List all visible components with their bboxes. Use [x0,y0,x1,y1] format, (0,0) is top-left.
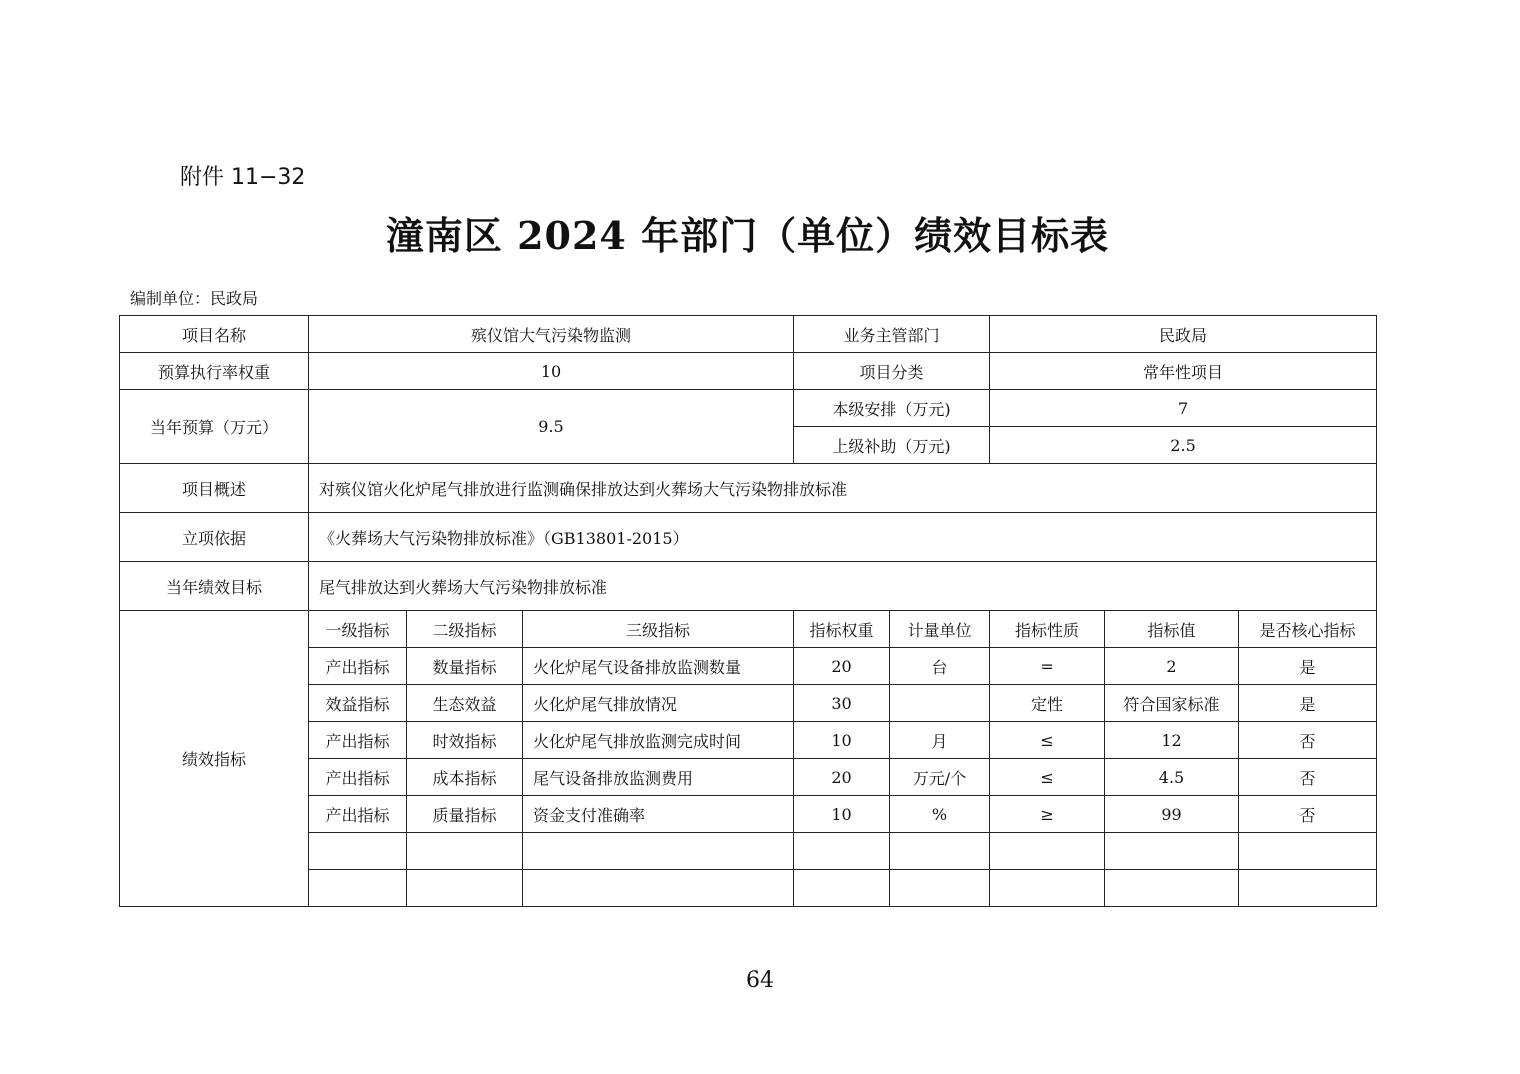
level2-cell: 数量指标 [407,648,523,685]
table-row [120,796,1377,833]
unit-cell: 台 [890,648,990,685]
level3-cell: 尾气设备排放监测费用 [523,759,794,796]
budget-value: 9.5 [309,390,794,464]
weight-cell: 20 [794,648,890,685]
dept-value: 民政局 [990,316,1377,353]
level2-cell: 质量指标 [407,796,523,833]
table-row [120,833,1377,870]
level1-cell: 产出指标 [309,722,407,759]
header-level1: 一级指标 [309,611,407,648]
basis-label: 立项依据 [120,513,309,562]
local-value: 7 [990,390,1377,427]
level2-cell: 生态效益 [407,685,523,722]
performance-target-table [119,315,1377,907]
level2-cell [407,870,523,907]
level2-cell [407,833,523,870]
weight-cell [794,870,890,907]
value-cell [1105,870,1239,907]
nature-cell: 定性 [990,685,1105,722]
upper-value: 2.5 [990,427,1377,464]
indicators-section-label: 绩效指标 [120,611,309,907]
level3-cell: 火化炉尾气排放监测完成时间 [523,722,794,759]
nature-cell: ≤ [990,722,1105,759]
basis-value: 《火葬场大气污染物排放标准》（GB13801-2015） [309,513,1377,562]
local-label: 本级安排（万元) [794,390,990,427]
core-cell: 是 [1239,648,1377,685]
level3-cell: 火化炉尾气设备排放监测数量 [523,648,794,685]
row-budget [120,390,1377,427]
category-label: 项目分类 [794,353,990,390]
level1-cell [309,870,407,907]
core-cell [1239,833,1377,870]
nature-cell: ≤ [990,759,1105,796]
level3-cell [523,870,794,907]
level1-cell [309,833,407,870]
core-cell: 是 [1239,685,1377,722]
document-title: 潼南区 2024 年部门（单位）绩效目标表 [385,213,1110,258]
table-row [120,722,1377,759]
core-cell: 否 [1239,722,1377,759]
goal-label: 当年绩效目标 [120,562,309,611]
header-level3: 三级指标 [523,611,794,648]
dept-label: 业务主管部门 [794,316,990,353]
indicator-header-row [120,611,1377,648]
weight-cell: 10 [794,796,890,833]
table-row [120,685,1377,722]
weight-value: 10 [309,353,794,390]
row-weight [120,353,1377,390]
weight-cell: 10 [794,722,890,759]
nature-cell: ≥ [990,796,1105,833]
level1-cell: 产出指标 [309,796,407,833]
weight-cell: 20 [794,759,890,796]
category-value: 常年性项目 [990,353,1377,390]
row-basis [120,513,1377,562]
weight-cell: 30 [794,685,890,722]
table-row [120,648,1377,685]
header-level2: 二级指标 [407,611,523,648]
unit-cell: 月 [890,722,990,759]
header-nature: 指标性质 [990,611,1105,648]
unit-cell [890,833,990,870]
level1-cell: 产出指标 [309,759,407,796]
nature-cell [990,833,1105,870]
row-overview [120,464,1377,513]
overview-label: 项目概述 [120,464,309,513]
header-weight: 指标权重 [794,611,890,648]
attachment-label: 附件 11−32 [180,165,306,190]
budget-label: 当年预算（万元） [120,390,309,464]
header-core: 是否核心指标 [1239,611,1377,648]
page-number: 64 [746,968,774,993]
value-cell: 12 [1105,722,1239,759]
level3-cell: 资金支付准确率 [523,796,794,833]
unit-cell: % [890,796,990,833]
level2-cell: 成本指标 [407,759,523,796]
header-unit: 计量单位 [890,611,990,648]
value-cell: 4.5 [1105,759,1239,796]
row-goal [120,562,1377,611]
value-cell: 99 [1105,796,1239,833]
level3-cell [523,833,794,870]
header-value: 指标值 [1105,611,1239,648]
unit-cell [890,685,990,722]
weight-cell [794,833,890,870]
level2-cell: 时效指标 [407,722,523,759]
level1-cell: 效益指标 [309,685,407,722]
nature-cell: = [990,648,1105,685]
table-row [120,759,1377,796]
nature-cell [990,870,1105,907]
level3-cell: 火化炉尾气排放情况 [523,685,794,722]
value-cell [1105,833,1239,870]
level1-cell: 产出指标 [309,648,407,685]
goal-value: 尾气排放达到火葬场大气污染物排放标准 [309,562,1377,611]
overview-value: 对殡仪馆火化炉尾气排放进行监测确保排放达到火葬场大气污染物排放标准 [309,464,1377,513]
core-cell [1239,870,1377,907]
upper-label: 上级补助（万元) [794,427,990,464]
unit-cell [890,870,990,907]
core-cell: 否 [1239,759,1377,796]
compiling-unit: 编制单位：民政局 [130,289,259,308]
weight-label: 预算执行率权重 [120,353,309,390]
table-row [120,870,1377,907]
value-cell: 2 [1105,648,1239,685]
project-name-label: 项目名称 [120,316,309,353]
core-cell: 否 [1239,796,1377,833]
row-project-name [120,316,1377,353]
project-name-value: 殡仪馆大气污染物监测 [309,316,794,353]
unit-cell: 万元/个 [890,759,990,796]
value-cell: 符合国家标准 [1105,685,1239,722]
